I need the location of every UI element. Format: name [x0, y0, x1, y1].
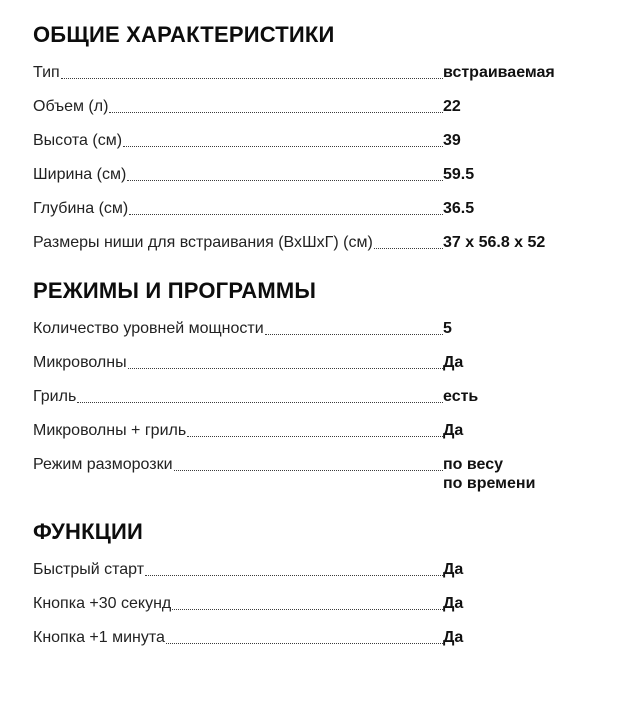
- spec-value: встраиваемая: [443, 64, 555, 81]
- spec-value: Да: [443, 422, 464, 439]
- section-title: РЕЖИМЫ И ПРОГРАММЫ: [33, 278, 317, 303]
- dotted-leader: [172, 609, 443, 610]
- section-modes-programs: [33, 278, 593, 493]
- spec-row-defrost-mode: [33, 455, 593, 493]
- spec-value: 22: [443, 98, 461, 115]
- spec-value: есть: [443, 388, 479, 405]
- dotted-leader: [187, 436, 443, 437]
- dotted-leader: [174, 470, 443, 471]
- dotted-leader: [265, 334, 443, 335]
- section-title: ОБЩИЕ ХАРАКТЕРИСТИКИ: [33, 22, 335, 47]
- spec-label: Микроволны + гриль: [33, 422, 187, 439]
- spec-label: Глубина (см): [33, 200, 129, 217]
- spec-value: 36.5: [443, 200, 475, 217]
- spec-label: Кнопка +30 секунд: [33, 595, 172, 612]
- spec-label: Ширина (см): [33, 166, 127, 183]
- dotted-leader: [129, 214, 443, 215]
- spec-row-height: [33, 131, 593, 150]
- dotted-leader: [109, 112, 443, 113]
- dotted-leader: [128, 368, 443, 369]
- spec-value: Да: [443, 354, 464, 371]
- spec-label: Размеры ниши для встраивания (ВхШхГ) (см): [33, 234, 373, 251]
- dotted-leader: [123, 146, 443, 147]
- spec-label: Высота (см): [33, 132, 123, 149]
- spec-value: 5: [443, 320, 452, 337]
- spec-row-grill: [33, 387, 593, 406]
- spec-row-plus-1-minute: [33, 628, 593, 647]
- dotted-leader: [145, 575, 443, 576]
- spec-label: Быстрый старт: [33, 561, 145, 578]
- spec-value: 37 x 56.8 x 52: [443, 234, 546, 251]
- dotted-leader: [166, 643, 443, 644]
- section-general-characteristics: [33, 22, 593, 252]
- spec-label: Микроволны: [33, 354, 127, 371]
- spec-label: Режим разморозки: [33, 456, 173, 473]
- spec-value-line-2: по времени: [443, 475, 536, 492]
- spec-row-quick-start: [33, 560, 593, 579]
- spec-row-volume: [33, 97, 593, 116]
- spec-row-plus-30-seconds: [33, 594, 593, 613]
- section-functions: [33, 519, 593, 647]
- spec-label: Количество уровней мощности: [33, 320, 264, 337]
- spec-label: Тип: [33, 64, 60, 81]
- dotted-leader: [61, 78, 443, 79]
- dotted-leader: [127, 180, 443, 181]
- spec-row-width: [33, 165, 593, 184]
- spec-row-type: [33, 63, 593, 82]
- spec-label: Гриль: [33, 388, 77, 405]
- spec-label: Кнопка +1 минута: [33, 629, 165, 646]
- spec-row-niche-dimensions: [33, 233, 593, 252]
- spec-row-microwaves: [33, 353, 593, 372]
- dotted-leader: [77, 402, 443, 403]
- spec-row-power-levels: [33, 319, 593, 338]
- section-title: ФУНКЦИИ: [33, 519, 144, 544]
- spec-value: Да: [443, 595, 464, 612]
- spec-row-depth: [33, 199, 593, 218]
- dotted-leader: [374, 248, 443, 249]
- spec-row-microwaves-grill: [33, 421, 593, 440]
- spec-value-line-1: по весу: [443, 456, 503, 473]
- spec-value: Да: [443, 561, 464, 578]
- spec-value: 39: [443, 132, 461, 149]
- spec-value: [443, 455, 535, 493]
- spec-label: Объем (л): [33, 98, 109, 115]
- spec-value: Да: [443, 629, 464, 646]
- spec-value: 59.5: [443, 166, 475, 183]
